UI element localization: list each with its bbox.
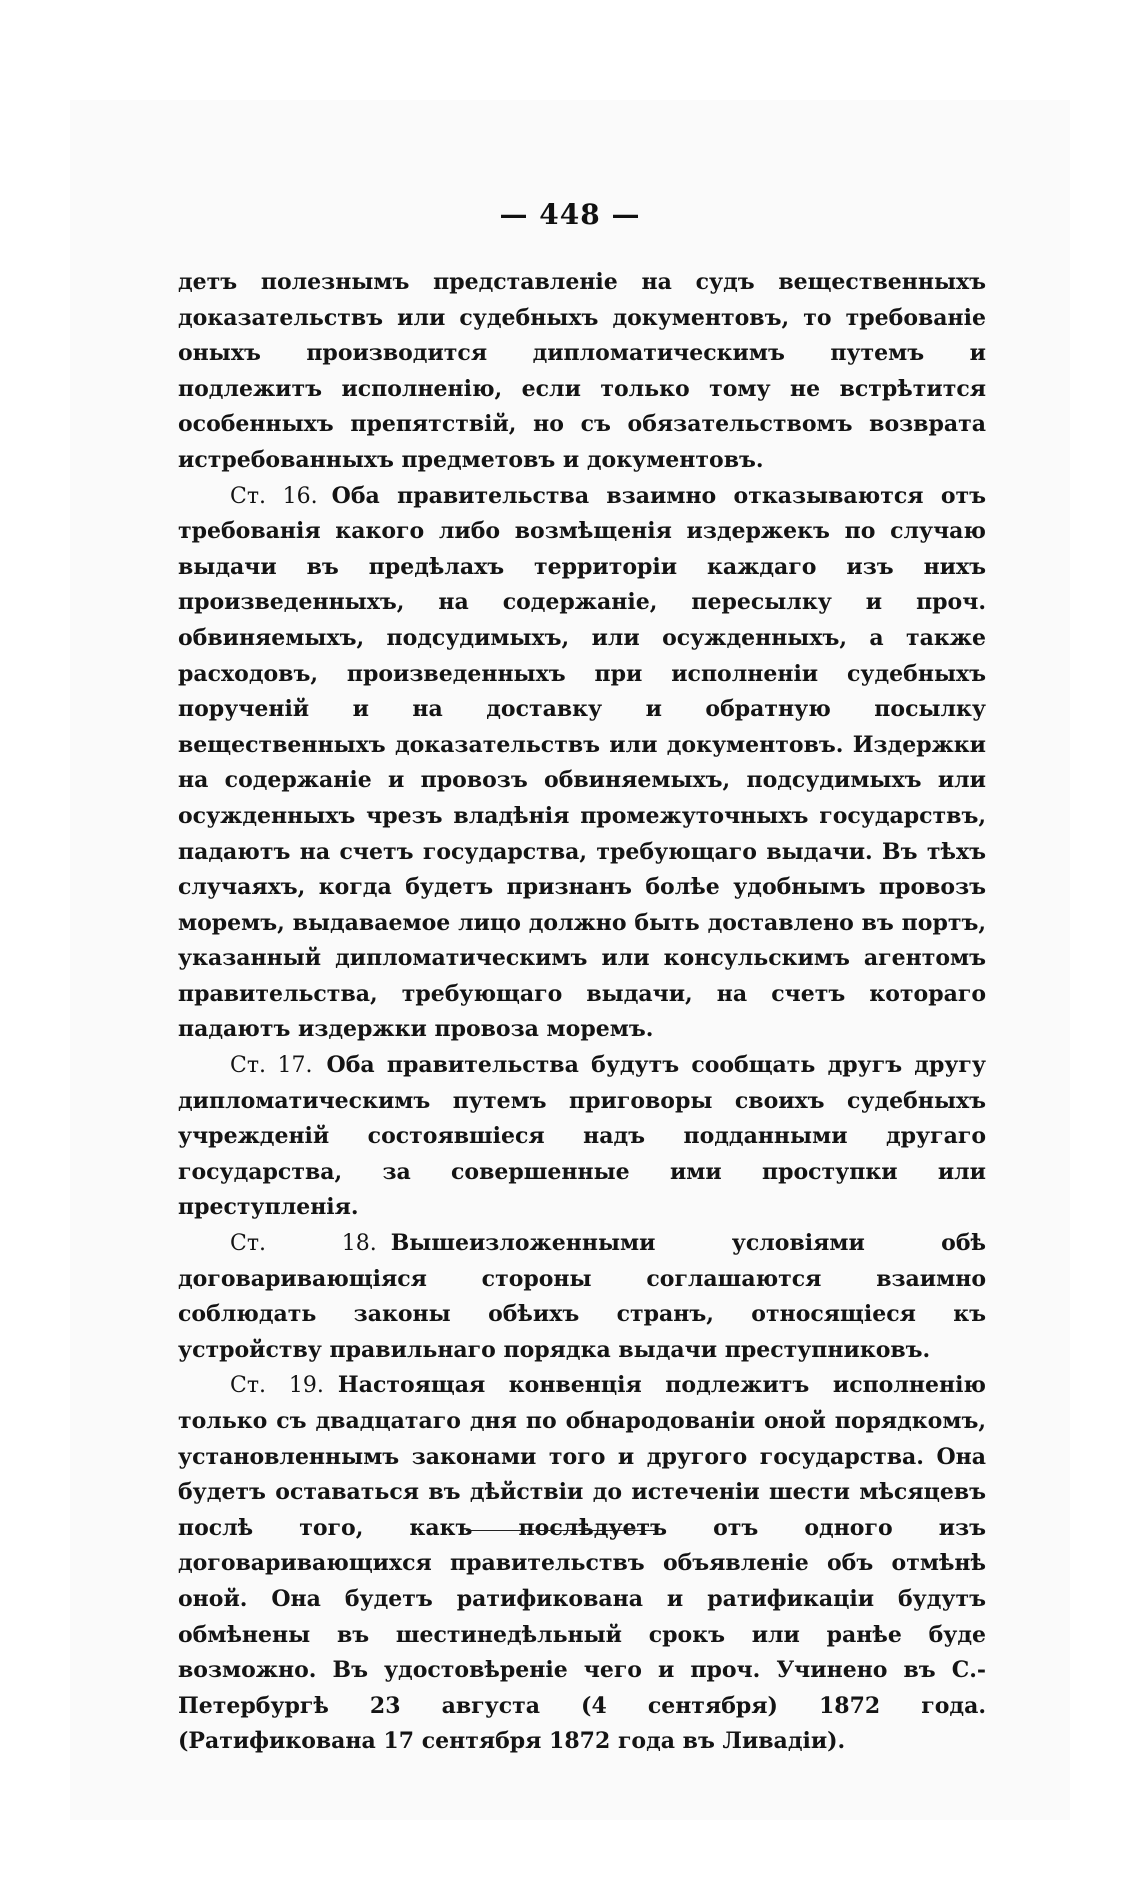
article-17 [178, 1048, 986, 1226]
article-number: Ст. 16. [230, 483, 318, 509]
article-number: Ст. 19. [230, 1373, 324, 1399]
paragraph-text: детъ полезнымъ представленіе на судъ вещественныхъ доказательствъ или судебныхъ документовъ, то требованіе оныхъ производится дипломатическимъ путемъ и подлежитъ исполненію, если только тому не встрѣтится особенныхъ препятствій, но съ обязательствомъ возврата истребованныхъ предметовъ и документовъ. [178, 269, 986, 473]
article-number: Ст. 18. [230, 1231, 377, 1257]
body-text [178, 265, 986, 1760]
paragraph-continuation [178, 265, 986, 479]
article-18 [178, 1226, 986, 1368]
article-16 [178, 479, 986, 1049]
article-number: Ст. 17. [230, 1053, 313, 1079]
article-19 [178, 1368, 986, 1760]
article-text: Оба правительства взаимно отказываются отъ требованія какого либо возмѣщенія издержекъ по случаю выдачи въ предѣлахъ территоріи каждаго изъ нихъ произведенныхъ, на содержаніе, пересылку и проч. обвиняемыхъ, подсудимыхъ, или осужденныхъ, а также расходовъ, произведенныхъ при исполненіи судебныхъ порученій и на доставку и обратную посылку вещественныхъ доказательствъ или документовъ. Издержки на содержаніе и провозъ обвиняемыхъ, подсудимыхъ или осужденныхъ чрезъ владѣнія промежуточныхъ государствъ, падаютъ на счетъ государства, требующаго выдачи. Въ тѣхъ случаяхъ, когда будетъ признанъ болѣе удобнымъ провозъ моремъ, выдаваемое лицо должно быть доставлено въ портъ, указанный дипломатическимъ или консульскимъ агентомъ правительства, требующаго выдачи, на счетъ котораго падаютъ издержки провоза моремъ. [178, 482, 986, 1043]
article-text: Оба правительства будутъ сообщать другъ другу дипломатическимъ путемъ приговоры своихъ судебныхъ учрежденій состоявшіеся надъ подданными другаго государства, за совершенные ими проступки или преступленія. [178, 1052, 986, 1221]
end-rule [466, 1530, 656, 1531]
article-text: Вышеизложенными условіями обѣ договаривающіяся стороны соглашаются взаимно соблюдать законы обѣихъ странъ, относящіеся къ устройству правильнаго порядка выдачи преступниковъ. [178, 1230, 986, 1363]
page-number: — 448 — [499, 198, 641, 231]
article-text: Настоящая конвенція подлежитъ исполненію только съ двадцатаго дня по обнародованіи оной порядкомъ, установленнымъ законами того и другого государства. Она будетъ оставаться въ дѣйствіи до истеченіи шести мѣсяцевъ послѣ того, какъ послѣдуетъ отъ одного изъ договаривающихся правительствъ объявленіе объ отмѣнѣ оной. Она будетъ ратификована и ратификаціи будутъ обмѣнены въ шестинедѣльный срокъ или ранѣе буде возможно. Въ удостовѣреніе чего и проч. Учинено въ С.-Петербургѣ 23 августа (4 сентября) 1872 года. (Ратификована 17 сентября 1872 года въ Ливадіи). [178, 1372, 986, 1755]
